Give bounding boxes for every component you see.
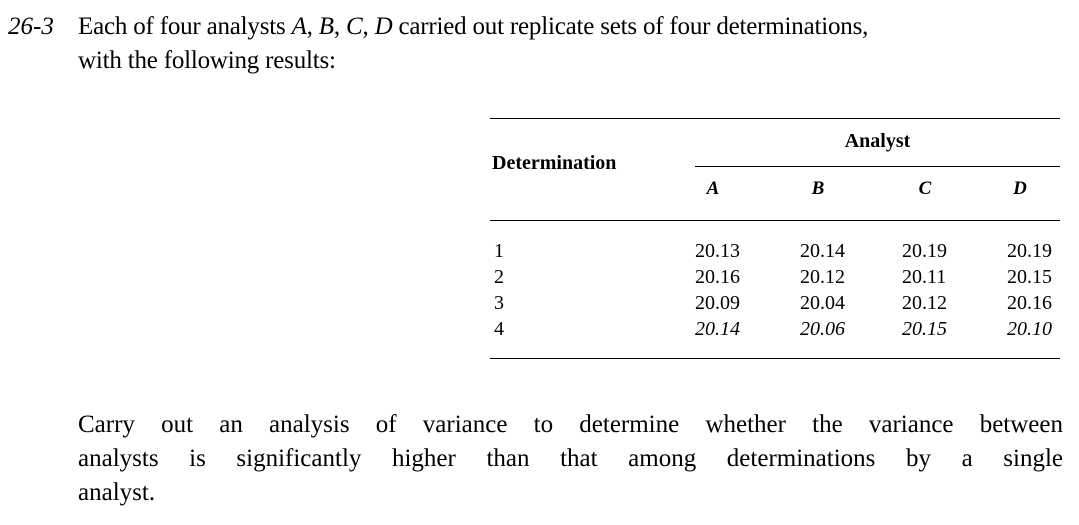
column-header-c: C xyxy=(918,178,932,199)
problem-line-2: with the following results: xyxy=(78,47,336,74)
followup-line-1: Carry out an analysis of variance to determine whether the variance between xyxy=(78,411,1063,438)
table-cell: 20.11 xyxy=(902,266,947,288)
table-cell: 20.16 xyxy=(1007,292,1052,314)
column-header-b: B xyxy=(811,178,825,199)
text-segment: , xyxy=(306,13,319,40)
table-cell: 20.14 xyxy=(695,318,740,340)
row-label: 1 xyxy=(494,240,504,262)
problem-line-1 xyxy=(78,10,1068,44)
analyst-c-symbol: C xyxy=(345,13,363,40)
table-cell: 20.14 xyxy=(800,240,845,262)
group-header-rule xyxy=(695,166,1060,167)
table-cell: 20.10 xyxy=(1007,318,1052,340)
table-top-rule xyxy=(490,118,1060,119)
column-header-d: D xyxy=(1013,178,1027,199)
header-bottom-rule xyxy=(490,220,1060,221)
followup-line-3: analyst. xyxy=(78,479,156,506)
table-cell: 20.16 xyxy=(695,266,740,288)
column-header-a: A xyxy=(706,178,720,199)
table-cell: 20.19 xyxy=(1007,240,1052,262)
row-label: 2 xyxy=(494,266,504,288)
table-cell: 20.12 xyxy=(902,292,947,314)
table-bottom-rule xyxy=(490,358,1060,359)
table-cell: 20.13 xyxy=(695,240,740,262)
followup-question xyxy=(78,408,1063,510)
analyst-group-header: Analyst xyxy=(844,130,911,152)
table-cell: 20.15 xyxy=(902,318,947,340)
analyst-d-symbol: D xyxy=(374,13,393,40)
analyst-a-symbol: A xyxy=(291,13,307,40)
determination-header: Determination xyxy=(492,152,617,174)
text-segment: , xyxy=(362,13,375,40)
results-table xyxy=(490,118,1060,360)
row-label: 4 xyxy=(494,318,504,340)
followup-line-2: analysts is significantly higher than that among determinations by a single xyxy=(78,445,1063,472)
table-cell: 20.06 xyxy=(800,318,845,340)
problem-statement xyxy=(78,10,1068,78)
analyst-b-symbol: B xyxy=(318,13,334,40)
text-segment: carried out replicate sets of four determinations, xyxy=(392,13,869,40)
table-cell: 20.12 xyxy=(800,266,845,288)
table-cell: 20.04 xyxy=(800,292,845,314)
table-cell: 20.09 xyxy=(695,292,740,314)
table-cell: 20.15 xyxy=(1007,266,1052,288)
text-segment: Each of four analysts xyxy=(78,13,292,40)
table-cell: 20.19 xyxy=(902,240,947,262)
text-segment: , xyxy=(333,13,346,40)
row-label: 3 xyxy=(494,292,504,314)
problem-number: 26-3 xyxy=(8,13,54,40)
